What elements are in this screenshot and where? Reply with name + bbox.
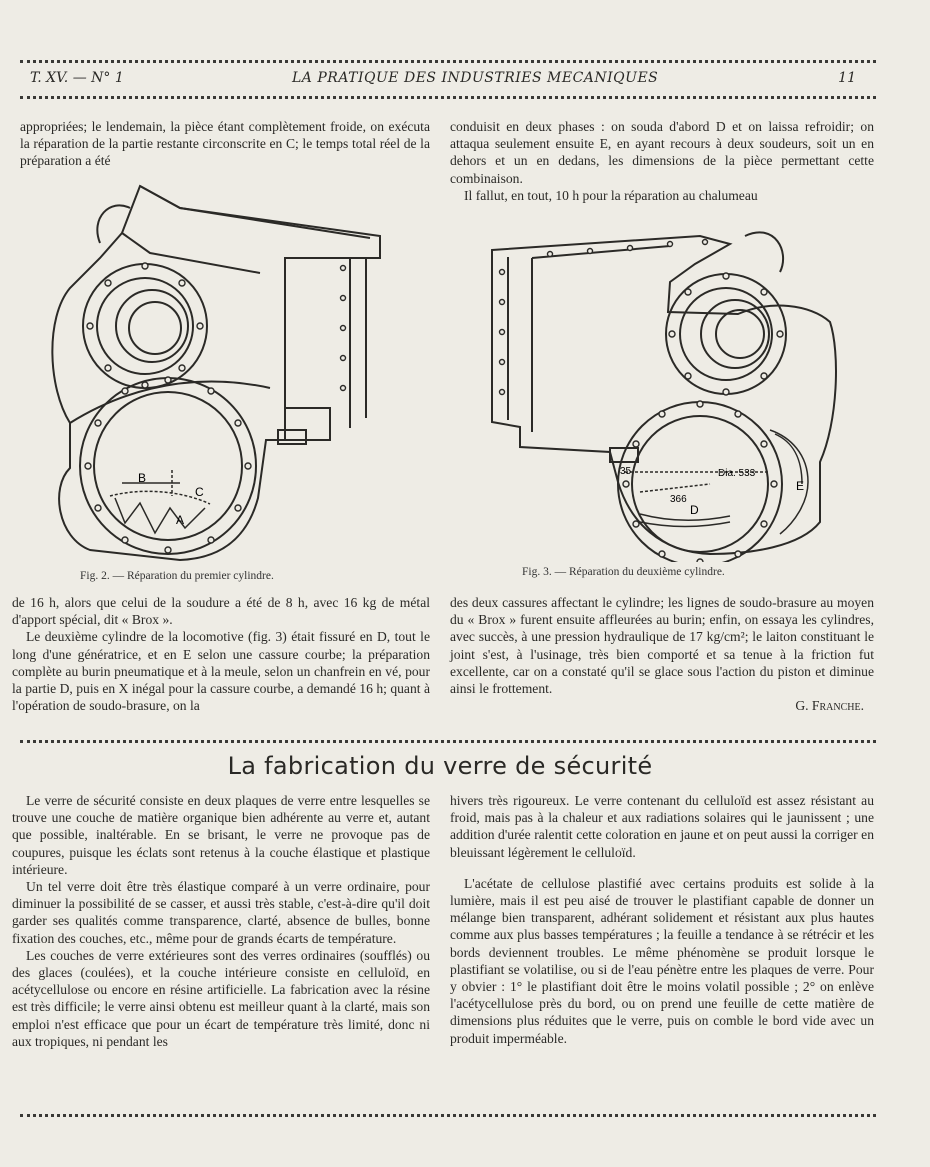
- paragraph: appropriées; le lendemain, la pièce étant complètement froide, on exécuta la réparation de la partie restante circonscrite en C; le temps total réel de la préparation a été: [20, 119, 430, 169]
- paragraph: Les couches de verre extérieures sont des verres ordinaires (soufflés) ou des glaces (coulées), et la couche intérieure consiste en celluloïd, en acétycellulose ou encore en résine artificielle. La fabrication avec la résine est très difficile; le verre ainsi obtenu est meilleur quant à la clarté, mais son emploi n'est efficace que pour un écart de température très limité, donc ni aux tropiques, ni pendant les: [12, 947, 430, 1049]
- label-c: C: [195, 485, 204, 499]
- middle-right-text: [450, 594, 874, 714]
- paragraph: des deux cassures affectant le cylindre; les lignes de soudo-brasure au moyen du « Brox » furent ensuite affleurées au burin; enfin, on essaya les cylindres, avec succès, à une pression hydraulique de 17 kg/cm²; le laiton constituant le joint s'est, à l'usinage, très bien comporté et sa tenue à la friction fut excellente, car on a constaté qu'il se glace sous l'action du piston et diminue ainsi le frottement.: [450, 595, 874, 697]
- label-b: B: [138, 471, 147, 485]
- paragraph: conduisit en deux phases : on souda d'abord D et on laissa refroidir; on attaqua seulement ensuite E, en ayant recours à deux soudeurs, soit un en dehors et un en dedans, les dimensions de la pièce permettant cette combinaison.: [450, 119, 874, 186]
- paragraph: de 16 h, alors que celui de la soudure a été de 8 h, avec 16 kg de métal d'apport spécial, dit « Brox ».: [12, 595, 430, 628]
- volume-number: T. XV. — N° 1: [30, 70, 124, 86]
- top-right-text: [450, 118, 874, 204]
- page-number: 11: [838, 70, 856, 86]
- label-d: D: [690, 503, 699, 517]
- running-header: [24, 66, 876, 92]
- top-left-text: [20, 118, 430, 170]
- paragraph: Le deuxième cylindre de la locomotive (fig. 3) était fissuré en D, tout le long d'une génératrice, et en E selon une cassure courbe; la préparation complète au burin pneumatique et à la meule, selon un chanfrein en vé, pour la partie D, puis en X inégal pour la cassure courbe, a demandé 16 h; quant à l'opération de soudo-brasure, on la: [12, 629, 430, 714]
- header-rule-bottom: [20, 96, 876, 99]
- paragraph: hivers très rigoureux. Le verre contenant du celluloïd est assez résistant au froid, mais pas à la chaleur et aux radiations solaires qui le jaunissent ; une addition d'urée ralentit cette coloration en jaune et on peut aussi la corriger en bleuissant légèrement le celluloïd.: [450, 793, 874, 860]
- dimension-diameter: Dia. 533: [718, 468, 756, 479]
- footer-rule: [20, 1114, 876, 1117]
- author-signature: G. Franche.: [795, 698, 864, 714]
- dimension-35: 35: [620, 466, 632, 477]
- paragraph: Un tel verre doit être très élastique comparé à un verre ordinaire, pour diminuer la possibilité de se casser, et aussi très stable, c'est-à-dire qu'il doit garder ses qualités comme transparence, clarté, absence de bulles, bonne fixation des couches, etc., même pour de grands écarts de température.: [12, 879, 430, 946]
- journal-title: LA PRATIQUE DES INDUSTRIES MECANIQUES: [292, 70, 659, 86]
- section-rule: [20, 740, 876, 743]
- figure-2-caption: Fig. 2. — Réparation du premier cylindre.: [80, 570, 274, 582]
- figure-3-second-cylinder-drawing: [490, 222, 840, 562]
- article-left-column: [12, 792, 430, 1050]
- label-e: E: [796, 479, 805, 493]
- dimension-366: 366: [670, 494, 687, 505]
- figure-3-caption: Fig. 3. — Réparation du deuxième cylindre.: [522, 566, 725, 578]
- paragraph: Il fallut, en tout, 10 h pour la réparation au chalumeau: [464, 187, 758, 203]
- article-title: La fabrication du verre de sécurité: [227, 752, 653, 780]
- paragraph: Le verre de sécurité consiste en deux plaques de verre entre lesquelles se trouve une couche de matière organique bien adhérente au verre et, autant que possible, inaltérable. En se brisant, le verre ne provoque pas de coupures, puisque les éclats sont retenus à la couche élastique et plastique intérieure.: [12, 793, 430, 877]
- header-rule-top: [20, 60, 876, 63]
- label-a: A: [176, 513, 185, 527]
- paragraph: L'acétate de cellulose plastifié avec certains produits est solide à la lumière, mais il est peu aisé de trouver le plastifiant capable de donner un mélange bien transparent, adhérant solidement et résistant aux plus hautes comme aux plus basses températures ; la feuille a tendance à se rétrécir et les bords deviennent troubles. Le même phénomène se produit lorsque le plastifiant se volatilise, ou si de l'eau pénètre entre les plaques de verre. Pour y obvier : 1° le plastifiant doit être le moins volatil possible ; 2° on enlève l'acétycellulose près du bord, ou on prend une feuille de cette matière de dimensions plus réduites que le verre, puis on comble le bord vide avec un produit imperméable.: [450, 875, 874, 1046]
- figure-2-first-cylinder-drawing: [30, 178, 430, 563]
- middle-left-text: [12, 594, 430, 714]
- article-right-column: [450, 792, 874, 1047]
